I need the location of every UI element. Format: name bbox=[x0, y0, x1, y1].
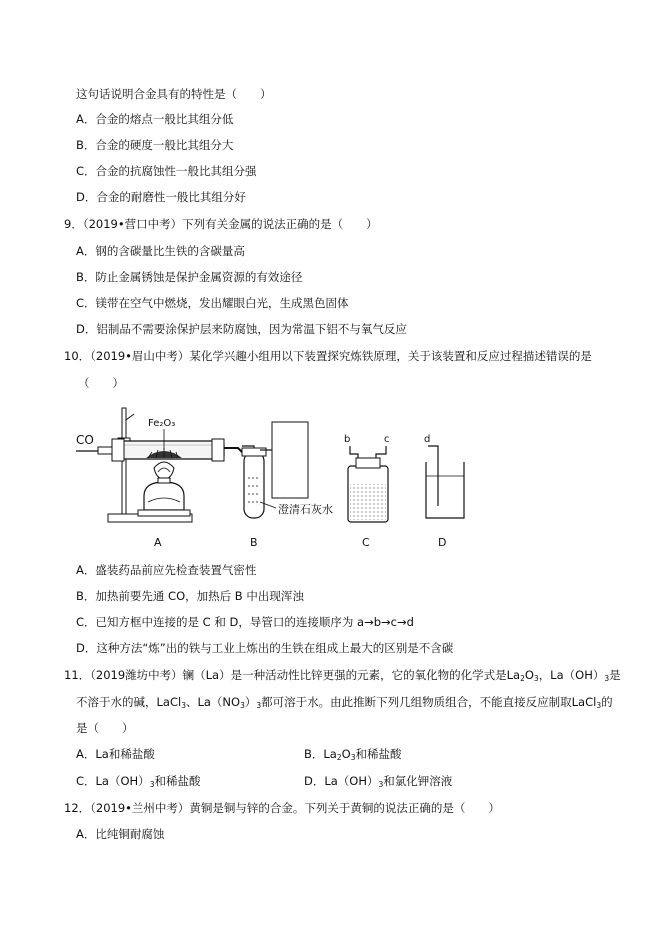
co-label: CO bbox=[76, 433, 94, 447]
limewater-label: 澄清石灰水 bbox=[278, 503, 333, 516]
question-9-stem: 9．（2019•营口中考）下列有关金属的说法正确的是（ ） bbox=[64, 217, 378, 231]
label-c: C bbox=[362, 536, 370, 549]
option-a: A．合金的熔点一般比其组分低 bbox=[76, 112, 234, 126]
q10-option-d: D．这种方法“炼”出的铁与工业上炼出的生铁在组成上最大的区别是不含碳 bbox=[76, 641, 454, 655]
q9-option-b: B．防止金属锈蚀是保护金属资源的有效途径 bbox=[76, 270, 303, 284]
apparatus-figure bbox=[72, 406, 492, 554]
right-stopper bbox=[212, 439, 224, 461]
q10-option-b: B．加热前要先通 CO，加热后 B 中出现浑浊 bbox=[76, 589, 304, 603]
q11-option-b: B．$La_2O_3$和稀盐酸 bbox=[304, 747, 402, 762]
outlet-tube bbox=[224, 448, 242, 452]
question-11-line1: 11．（2019潍坊中考）镧（La）是一种活动性比锌更强的元素，它的氧化物的化学式是$La_2O_3$，$La(OH)_3$是 bbox=[64, 668, 621, 683]
q12-option-a: A．比纯铜耐腐蚀 bbox=[76, 827, 165, 841]
connection-box bbox=[272, 422, 308, 498]
question-stem: 这句话说明合金具有的特性是（ ） bbox=[76, 87, 272, 101]
beaker-d bbox=[426, 462, 464, 518]
option-d: D．合金的耐磨性一般比其组分好 bbox=[76, 190, 246, 204]
option-b: B．合金的硬度一般比其组分大 bbox=[76, 138, 234, 152]
port-d: d bbox=[424, 434, 431, 445]
label-d: D bbox=[438, 536, 447, 549]
fe2o3-label: Fe₂O₃ bbox=[148, 418, 176, 429]
flame bbox=[154, 462, 174, 480]
question-10-stem-cont: （ ） bbox=[78, 376, 124, 390]
port-b: b bbox=[344, 434, 351, 445]
q10-option-a: A．盛装药品前应先检查装置气密性 bbox=[76, 563, 257, 577]
port-c: c bbox=[384, 434, 390, 445]
q9-option-a: A．钢的含碳量比生铁的含碳量高 bbox=[76, 244, 245, 258]
q9-option-d: D．铝制品不需要涂保护层来防腐蚀，因为常温下铝不与氧气反应 bbox=[76, 322, 407, 336]
question-10-stem: 10．（2019•眉山中考）某化学兴趣小组用以下装置探究炼铁原理，关于该装置和反应过程描述错误的是 bbox=[64, 349, 592, 363]
q11-option-d: D．$La(OH)_3$和氯化钾溶液 bbox=[304, 774, 453, 789]
option-c: C．合金的抗腐蚀性一般比其组分强 bbox=[76, 164, 257, 178]
question-11-line3: 是（ ） bbox=[76, 721, 134, 735]
question-11-line2: 不溶于水的碱，LaCl$_3$、$La(NO_3)_3$都可溶于水。由此推断下列几组物质组合，不能直接反应制取LaCl$_3$的 bbox=[76, 695, 613, 710]
q10-option-c: C．已知方框中连接的是 C 和 D，导管口的连接顺序为 a→b→c→d bbox=[76, 615, 414, 629]
test-tube-b bbox=[244, 452, 264, 518]
q11-option-a: A．La和稀盐酸 bbox=[76, 747, 155, 761]
label-a: A bbox=[154, 536, 162, 549]
iron-stand-rod bbox=[122, 408, 126, 516]
alcohol-lamp bbox=[144, 482, 184, 510]
q11-option-c: C．$La(OH)_3$和稀盐酸 bbox=[76, 774, 201, 789]
label-b: B bbox=[250, 536, 258, 549]
question-12-stem: 12．（2019•兰州中考）黄铜是铜与锌的合金。下列关于黄铜的说法正确的是（ ） bbox=[64, 801, 500, 815]
q9-option-c: C．镁带在空气中燃烧，发出耀眼白光，生成黑色固体 bbox=[76, 296, 349, 310]
left-stopper bbox=[112, 439, 124, 461]
